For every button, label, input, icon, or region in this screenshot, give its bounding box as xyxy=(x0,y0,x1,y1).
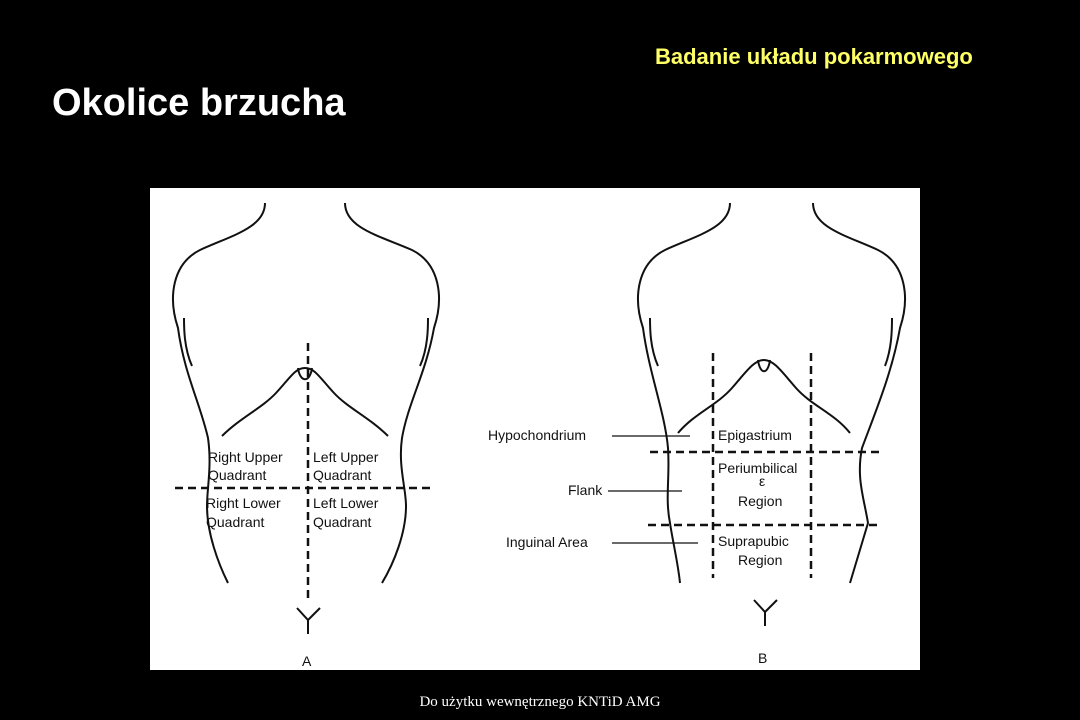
abdomen-regions-figure xyxy=(150,188,920,670)
footer-note: Do użytku wewnętrznego KNTiD AMG xyxy=(419,694,661,710)
slide-title: Okolice brzucha xyxy=(52,82,346,124)
region-suprapubic-line1: Suprapubic xyxy=(718,533,789,549)
quadrant-left-upper-line1: Left Upper xyxy=(313,449,379,465)
quadrant-right-upper-line2: Quadrant xyxy=(208,467,267,483)
callout-inguinal-label: Inguinal Area xyxy=(506,534,588,550)
callout-hypochondrium-label: Hypochondrium xyxy=(488,427,587,443)
quadrant-left-lower-line1: Left Lower xyxy=(313,495,379,511)
quadrant-right-lower-line2: Quadrant xyxy=(206,514,265,530)
torso-a xyxy=(173,203,439,634)
quadrant-left-upper-line2: Quadrant xyxy=(313,467,372,483)
quadrant-right-lower-line1: Right Lower xyxy=(206,495,281,511)
section-subtitle: Badanie układu pokarmowego xyxy=(655,44,973,69)
torso-b-right-arm xyxy=(885,318,892,366)
torso-a-pubic-mark xyxy=(297,608,320,634)
quadrant-left-lower-line2: Quadrant xyxy=(313,514,372,530)
figure-b-letter: B xyxy=(758,650,768,666)
torso-b-pubic-mark xyxy=(754,600,777,626)
quadrant-right-upper-line1: Right Upper xyxy=(208,449,283,465)
region-epigastrium-label: Epigastrium xyxy=(718,427,792,443)
figure-a-letter: A xyxy=(302,653,312,669)
region-periumbilical-line1: Periumbilical xyxy=(718,460,798,476)
torso-a-left-arm xyxy=(184,318,192,366)
torso-a-ribcage xyxy=(222,368,388,436)
torso-b-left-arm xyxy=(650,318,658,366)
umbilicus-icon: ε xyxy=(759,473,766,489)
callout-flank-label: Flank xyxy=(568,482,603,498)
abdomen-diagram xyxy=(150,188,920,670)
region-suprapubic-line2: Region xyxy=(738,552,783,568)
region-periumbilical-line2: Region xyxy=(738,493,783,509)
